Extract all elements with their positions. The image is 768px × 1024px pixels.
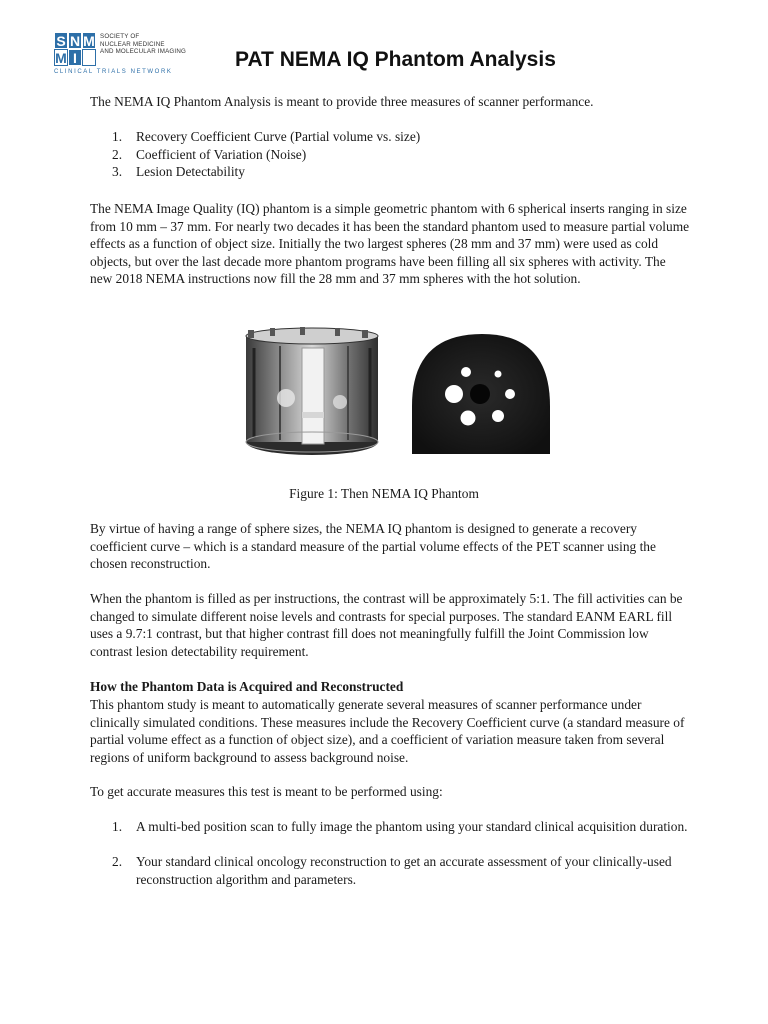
phantom-photo [240,326,385,462]
recovery-paragraph: By virtue of having a range of sphere sizes, the NEMA IQ phantom is designed to generate a recovery coefficient curve – which is a standard measure of the partial volume effects of the PET scanner using the chosen reconstruction. [90,521,656,572]
logo-letter: I [68,49,82,66]
intro-paragraph: The NEMA IQ Phantom Analysis is meant to provide three measures of scanner performance. [90,94,594,109]
logo-org-line: SOCIETY OF [100,33,140,40]
figure-1 [240,326,550,462]
steps-list [112,818,692,906]
logo-org-line: AND MOLECULAR IMAGING [100,48,187,56]
list-item: 1. A multi-bed position scan to fully image the phantom using your standard clinical acquisition duration. [112,819,688,834]
study-paragraph: This phantom study is meant to automatically generate several measures of scanner performance under clinically simulated conditions. These measures include the Recovery Coefficient curve (a standard measure of partial volume effect as a function of object size), and a coefficient of variation measure taken from several regions of uniform background to assess background noise. [90,697,685,765]
list-item: 1. Recovery Coefficient Curve (Partial volume vs. size) [112,129,421,144]
logo-letter-grid [54,32,96,66]
logo-letter: M [83,32,95,49]
phantom-figure-images [240,326,550,462]
phantom-pet-slice [412,334,550,454]
snmmi-logo [54,32,187,78]
logo-org-line: NUCLEAR MEDICINE [100,40,165,48]
logo-letter: S [54,32,68,49]
logo-network-label: CLINICAL TRIALS NETWORK [54,69,173,75]
logo-org-name [100,33,186,56]
logo-letter [82,49,96,66]
logo-letter: N [69,32,81,49]
page-title: PAT NEMA IQ Phantom Analysis [235,48,556,71]
list-item: 2. Coefficient of Variation (Noise) [112,146,307,162]
contrast-paragraph: When the phantom is filled as per instructions, the contrast will be approximately 5:1. The fill activities can be changed to simulate different noise levels and contrasts for special purposes. The standard EANM EARL fill uses a 9.7:1 contrast, but that higher contrast fill does not meaningfully fulfill the Joint Commission low contrast lesion detectability requirement. [90,591,683,659]
accurate-measures-paragraph: To get accurate measures this test is meant to be performed using: [90,784,443,799]
list-item: 2. Your standard clinical oncology reconstruction to get an accurate assessment of your clinically-used reconstruction algorithm and parameters. [112,854,672,887]
measures-list [112,128,420,181]
section-heading: How the Phantom Data is Acquired and Reconstructed [90,679,404,694]
logo-letter: M [55,49,67,66]
phantom-description-paragraph: The NEMA Image Quality (IQ) phantom is a simple geometric phantom with 6 spherical inserts ranging in size from 10 mm – 37 mm. For nearly two decades it has been the standard phantom used to measure partial volume effects as a function of object size. Initially the two largest spheres (28 mm and 37 mm) were used as cold objects, but over the last decade more phantom programs have been filling all six spheres with activity. The new 2018 NEMA instructions now fill the 28 mm and 37 mm spheres with the hot solution. [90,201,690,287]
list-item: 3. Lesion Detectability [112,164,245,180]
figure-caption: Figure 1: Then NEMA IQ Phantom [289,486,479,501]
